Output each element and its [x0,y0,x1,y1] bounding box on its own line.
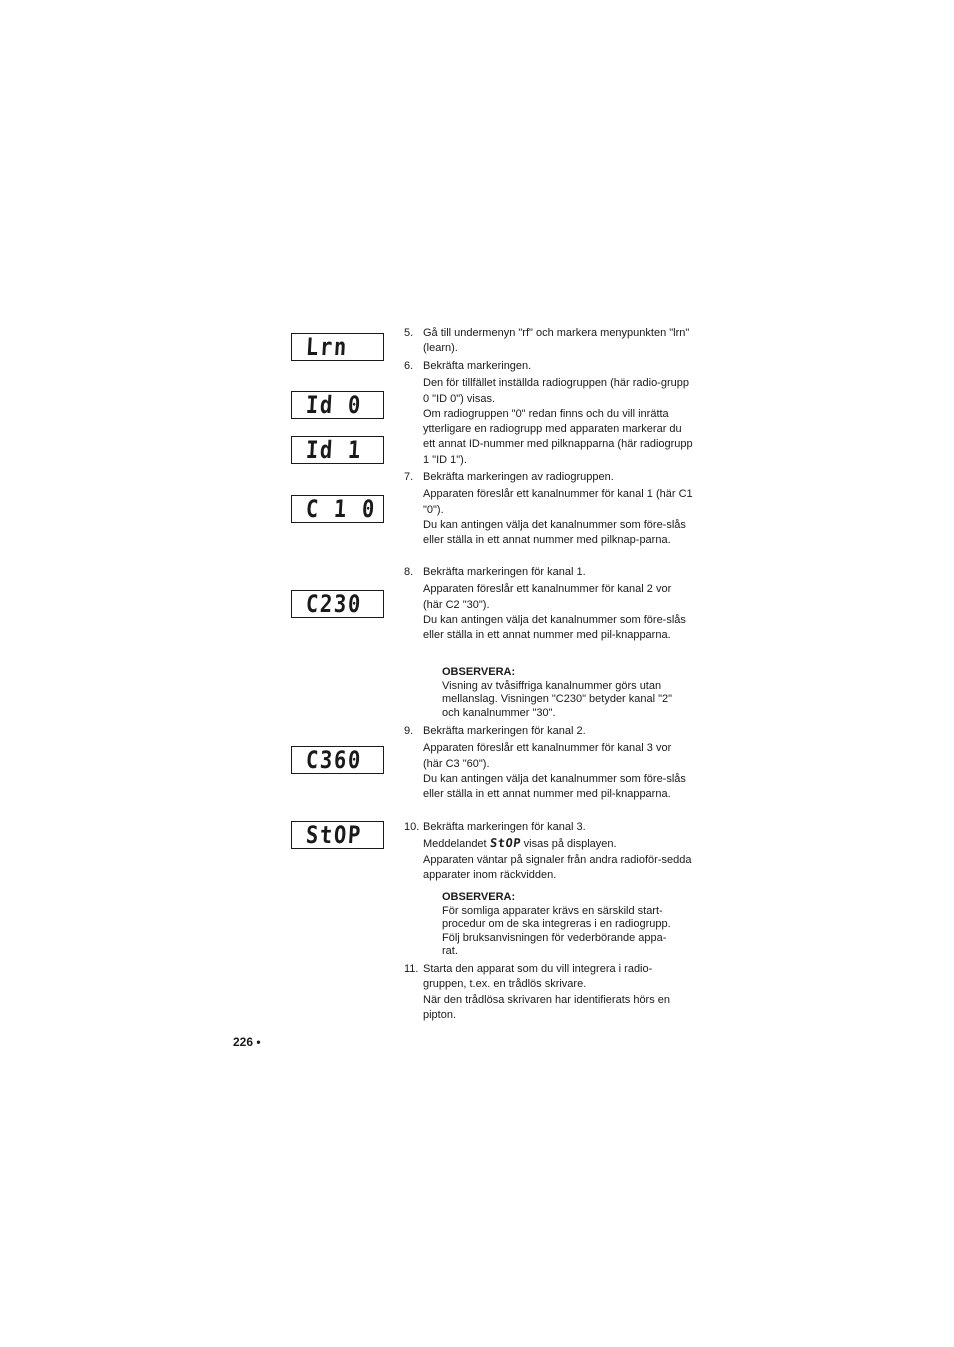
step-number: 10. [404,821,420,833]
message-suffix: visas på displayen. [523,838,617,851]
step-paragraph: Bekräfta markeringen för kanal 3. [423,821,586,833]
note-box [442,666,694,720]
lcd-display-c10: C 1 0 [291,495,384,523]
note-line: För somliga apparater krävs en särskild start- [442,904,663,917]
step-paragraph: Bekräfta markeringen för kanal 2. [423,725,586,737]
step-5-text [423,326,693,357]
step-paragraph: Den för tillfället inställda radiogruppen (här radio-grupp 0 "ID 0") visas. [423,377,689,405]
step-paragraph: Apparaten väntar på signaler från andra radioför-sedda apparater inom räckvidden. [423,853,692,881]
step-number: 6. [404,360,414,372]
message-prefix: Meddelandet [423,838,487,851]
step-paragraph: Bekräfta markeringen för kanal 1. [423,566,586,578]
step-paragraph: Du kan antingen välja det kanalnummer som före-slås eller ställa in ett annat nummer med pil-knapparna. [423,613,686,642]
step-9-text [423,724,693,802]
lcd-display-id0: Id 0 [291,391,384,419]
step-11-text [423,962,693,1023]
step-paragraph: Apparaten föreslår ett kanalnummer för kanal 3 vor (här C3 "60"). [423,742,672,770]
step-paragraph: Du kan antingen välja det kanalnummer som före-slås eller ställa in ett annat nummer med pil-knapparna. [423,772,686,801]
lcd-display-lrn: Lrn [291,333,384,361]
lcd-display-id1: Id 1 [291,436,384,464]
lcd-display-c230: C230 [291,590,384,618]
note-line: procedur om de ska integreras i en radiogrupp. [442,918,671,930]
step-message-line [423,836,693,852]
step-paragraph: Apparaten föreslår ett kanalnummer för kanal 2 vor (här C2 "30"). [423,583,672,611]
note-line: Följ bruksanvisningen för vederbörande appa- [442,931,667,944]
page-number: 226 • [233,1035,261,1049]
step-7-text [423,470,693,548]
note-line: mellanslag. Visningen "C230" betyder kanal "2" [442,693,673,705]
step-paragraph: Du kan antingen välja det kanalnummer som före-slås eller ställa in ett annat nummer med pilknap-parna. [423,518,686,547]
step-paragraph: Starta den apparat som du vill integrera i radio-gruppen, t.ex. en trådlös skrivare. [423,963,653,991]
step-paragraph: Bekräfta markeringen. [423,360,532,372]
lcd-display-c360: C360 [291,746,384,774]
lcd-inline-stop: StOP [489,836,522,851]
step-6-text [423,359,693,468]
step-paragraph: Gå till undermenyn "rf" och markera menypunkten "lrn" (learn). [423,327,690,355]
lcd-display-stop: StOP [291,821,384,849]
step-10-text [423,820,693,883]
step-number: 11. [404,963,419,975]
step-number: 8. [404,566,414,578]
note-line: Visning av tvåsiffriga kanalnummer görs utan [442,679,662,692]
note-heading: OBSERVERA: [442,666,516,678]
note-box [442,891,694,959]
step-paragraph: Om radiogruppen "0" redan finns och du vill inrätta ytterligare en radiogrupp med apparaten markerar du ett annat ID-nummer med pilknapparna (här radiogrupp 1 "ID 1"). [423,407,693,466]
step-8-text [423,565,693,643]
step-number: 9. [404,725,414,737]
step-number: 5. [404,327,414,339]
note-line: och kanalnummer "30". [442,706,556,719]
note-heading: OBSERVERA: [442,891,516,903]
step-number: 7. [404,471,414,483]
step-paragraph: När den trådlösa skrivaren har identifierats hörs en pipton. [423,993,671,1021]
step-paragraph: Apparaten föreslår ett kanalnummer för kanal 1 (här C1 "0"). [423,488,693,516]
note-line: rat. [442,945,458,957]
step-paragraph: Bekräfta markeringen av radiogruppen. [423,471,614,483]
